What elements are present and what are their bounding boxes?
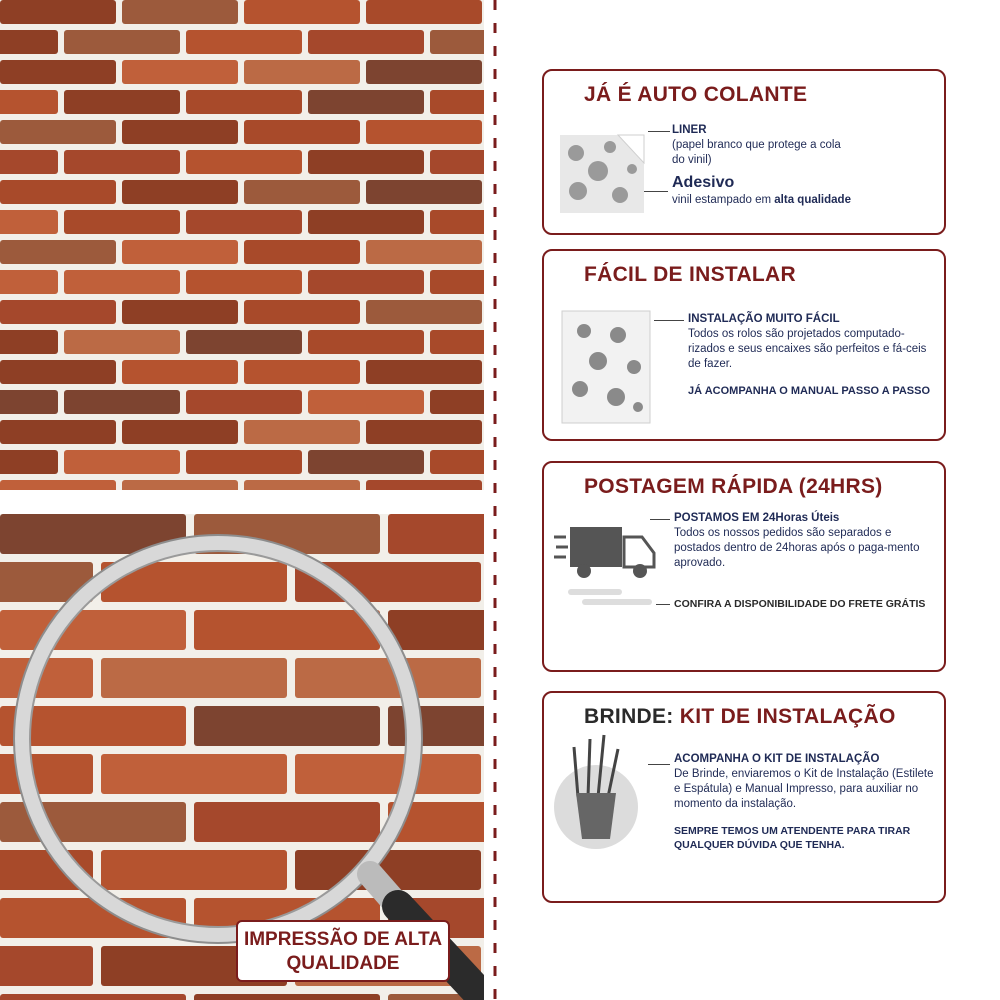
brick: [244, 300, 360, 324]
brick: [366, 480, 482, 490]
card-title: BRINDE: KIT DE INSTALAÇÃO: [584, 705, 896, 728]
brick: [122, 480, 238, 490]
brick: [64, 390, 180, 414]
brick: [0, 270, 58, 294]
brick: [64, 270, 180, 294]
brick: [0, 240, 116, 264]
gift-note: SEMPRE TEMOS UM ATENDENTE PARA TIRAR QUALQUER DÚVIDA QUE TENHA.: [674, 825, 911, 851]
shipping-heading: POSTAMOS EM 24Horas Úteis: [674, 512, 840, 524]
brick: [308, 330, 424, 354]
brick: [122, 180, 238, 204]
install-note: JÁ ACOMPANHA O MANUAL PASSO A PASSO: [688, 385, 931, 397]
card-title: JÁ É AUTO COLANTE: [584, 83, 808, 106]
brick: [430, 330, 484, 354]
adesivo-block: [672, 173, 851, 208]
print-quality-label: IMPRESSÃO DE ALTA QUALIDADE: [236, 920, 450, 982]
leader-line: [656, 604, 670, 605]
brick: [430, 30, 484, 54]
brick: [0, 0, 116, 24]
brick: [122, 240, 238, 264]
brick: [0, 360, 116, 384]
brick: [244, 120, 360, 144]
brick: [64, 30, 180, 54]
brick: [64, 210, 180, 234]
adesivo-label: Adesivo: [672, 174, 735, 191]
brick: [308, 30, 424, 54]
brick: [308, 270, 424, 294]
brick: [244, 420, 360, 444]
brick: [0, 120, 116, 144]
brick: [122, 60, 238, 84]
brick: [186, 390, 302, 414]
brick: [64, 150, 180, 174]
brick: [366, 300, 482, 324]
card-fast-shipping: [542, 461, 946, 672]
leader-line: [648, 764, 670, 765]
brick-pattern: [0, 0, 484, 490]
install-block: [688, 312, 938, 399]
brick: [244, 240, 360, 264]
brick: [0, 210, 58, 234]
brick: [244, 60, 360, 84]
brick: [0, 180, 116, 204]
shipping-body: Todos os nossos pedidos são separados e postados dentro de 24horas após o paga-mento aprovado.: [674, 527, 920, 569]
card-easy-install: [542, 249, 946, 441]
card-self-adhesive: [542, 69, 946, 235]
tool-cup-icon: [548, 727, 642, 855]
brick: [186, 210, 302, 234]
shipping-block: [674, 511, 938, 571]
wallpaper-roll-icon: [558, 309, 658, 429]
sticker-peel-icon: [558, 133, 650, 217]
gift-block: [674, 752, 938, 852]
brick: [430, 390, 484, 414]
leader-line: [654, 320, 684, 321]
brick-wall-image: [0, 0, 484, 490]
brick: [0, 480, 116, 490]
brick: [186, 330, 302, 354]
card-title: POSTAGEM RÁPIDA (24HRS): [584, 475, 883, 498]
brick: [0, 150, 58, 174]
brick: [244, 180, 360, 204]
brick: [366, 360, 482, 384]
brick: [430, 90, 484, 114]
leader-line: [650, 519, 670, 520]
brick: [186, 90, 302, 114]
liner-block: [672, 123, 852, 168]
card-gift-kit: [542, 691, 946, 903]
install-body: Todos os rolos são projetados computado-rizados e seus encaixes são perfeitos e fá-ceis de fazer.: [688, 328, 927, 370]
brick: [366, 120, 482, 144]
shipping-note: CONFIRA A DISPONIBILIDADE DO FRETE GRÁTIS: [674, 598, 926, 610]
brick: [0, 60, 116, 84]
brick: [186, 450, 302, 474]
brick: [64, 90, 180, 114]
brick: [430, 450, 484, 474]
brick: [0, 420, 116, 444]
brick: [186, 270, 302, 294]
brick: [186, 30, 302, 54]
brick: [122, 120, 238, 144]
card-title: FÁCIL DE INSTALAR: [584, 263, 796, 286]
brick: [244, 480, 360, 490]
brick: [308, 390, 424, 414]
dashed-divider: [491, 0, 499, 1000]
brick: [366, 60, 482, 84]
brick: [0, 30, 58, 54]
install-heading: INSTALAÇÃO MUITO FÁCIL: [688, 313, 840, 325]
brick: [0, 450, 58, 474]
brick: [244, 0, 360, 24]
brick: [64, 450, 180, 474]
brick: [430, 210, 484, 234]
brick: [0, 390, 58, 414]
leader-line: [648, 131, 670, 132]
brick: [366, 420, 482, 444]
brick: [122, 300, 238, 324]
brick: [366, 180, 482, 204]
leader-line: [644, 191, 668, 192]
brick: [64, 330, 180, 354]
brick: [0, 90, 58, 114]
brick: [308, 210, 424, 234]
brick: [308, 150, 424, 174]
brick: [366, 0, 482, 24]
brick: [122, 0, 238, 24]
brick: [244, 360, 360, 384]
brick: [430, 270, 484, 294]
brick: [366, 240, 482, 264]
brick: [186, 150, 302, 174]
gift-heading: ACOMPANHA O KIT DE INSTALAÇÃO: [674, 753, 880, 765]
brick: [0, 330, 58, 354]
adesivo-desc: vinil estampado em alta qualidade: [672, 194, 851, 206]
delivery-truck-icon: [552, 521, 662, 611]
liner-label: LINER: [672, 124, 707, 136]
brick: [122, 360, 238, 384]
brick: [430, 150, 484, 174]
brick: [308, 90, 424, 114]
liner-desc: (papel branco que protege a cola do vinil): [672, 139, 841, 166]
brick: [308, 450, 424, 474]
gift-body: De Brinde, enviaremos o Kit de Instalação (Estilete e Espátula) e Manual Impresso, para auxiliar no momento da instalação.: [674, 768, 934, 810]
brick: [0, 300, 116, 324]
brick: [122, 420, 238, 444]
